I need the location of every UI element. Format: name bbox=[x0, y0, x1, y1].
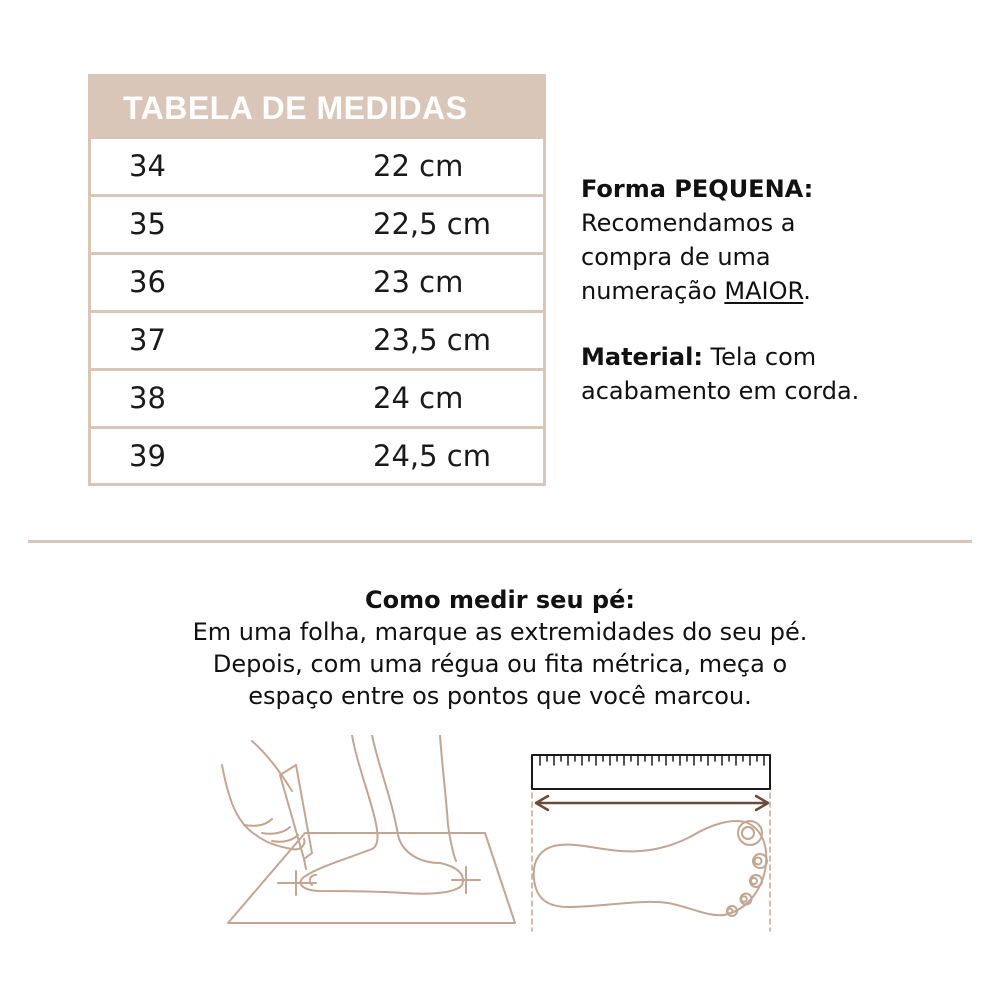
size-row bbox=[91, 313, 543, 371]
how-to-line-3: espaço entre os pontos que você marcou. bbox=[248, 682, 752, 710]
hand-icon bbox=[222, 765, 304, 849]
forma-text-3-post: . bbox=[803, 277, 811, 305]
size-row bbox=[91, 429, 543, 484]
size-number: 35 bbox=[129, 207, 166, 241]
size-number: 39 bbox=[129, 439, 166, 473]
how-to-line-2: Depois, com uma régua ou fita métrica, meça o bbox=[212, 650, 788, 678]
size-row bbox=[91, 139, 543, 197]
material-text-2: acabamento em corda. bbox=[581, 377, 860, 405]
size-table-header: TABELA DE MEDIDAS bbox=[91, 77, 543, 139]
forma-label: Forma PEQUENA: bbox=[581, 175, 814, 203]
material-text-1: Tela com bbox=[702, 343, 817, 371]
size-table bbox=[88, 74, 546, 486]
forma-text-1: Recomendamos a bbox=[581, 209, 796, 237]
size-length: 22 cm bbox=[373, 149, 464, 183]
size-row bbox=[91, 255, 543, 313]
forma-text-3-pre: numeração bbox=[581, 277, 725, 305]
forma-emphasis: MAIOR bbox=[724, 277, 804, 305]
foot-side-icon bbox=[300, 735, 463, 894]
material-label: Material: bbox=[581, 343, 703, 371]
size-row bbox=[91, 197, 543, 255]
section-divider bbox=[28, 540, 972, 543]
measuring-illustrations bbox=[0, 735, 1000, 965]
size-length: 24,5 cm bbox=[373, 439, 491, 473]
material-block bbox=[581, 340, 981, 408]
size-length: 23,5 cm bbox=[373, 323, 491, 357]
paper-sheet-icon bbox=[228, 833, 515, 923]
size-row bbox=[91, 371, 543, 429]
size-length: 24 cm bbox=[373, 381, 464, 415]
forma-block bbox=[581, 172, 981, 308]
foot-marking-illustration bbox=[222, 735, 515, 923]
ruler-foot-measure-illustration bbox=[532, 755, 770, 931]
size-length: 23 cm bbox=[373, 265, 464, 299]
how-to-line-1: Em uma folha, marque as extremidades do seu pé. bbox=[192, 618, 808, 646]
foot-outline-icon bbox=[534, 821, 767, 916]
size-number: 36 bbox=[129, 265, 166, 299]
how-to-measure bbox=[0, 584, 1000, 712]
size-number: 37 bbox=[129, 323, 166, 357]
product-info bbox=[581, 172, 981, 408]
size-number: 34 bbox=[129, 149, 166, 183]
forma-text-2: compra de uma bbox=[581, 243, 771, 271]
size-length: 22,5 cm bbox=[373, 207, 491, 241]
how-to-title: Como medir seu pé: bbox=[365, 586, 635, 614]
size-number: 38 bbox=[129, 381, 166, 415]
